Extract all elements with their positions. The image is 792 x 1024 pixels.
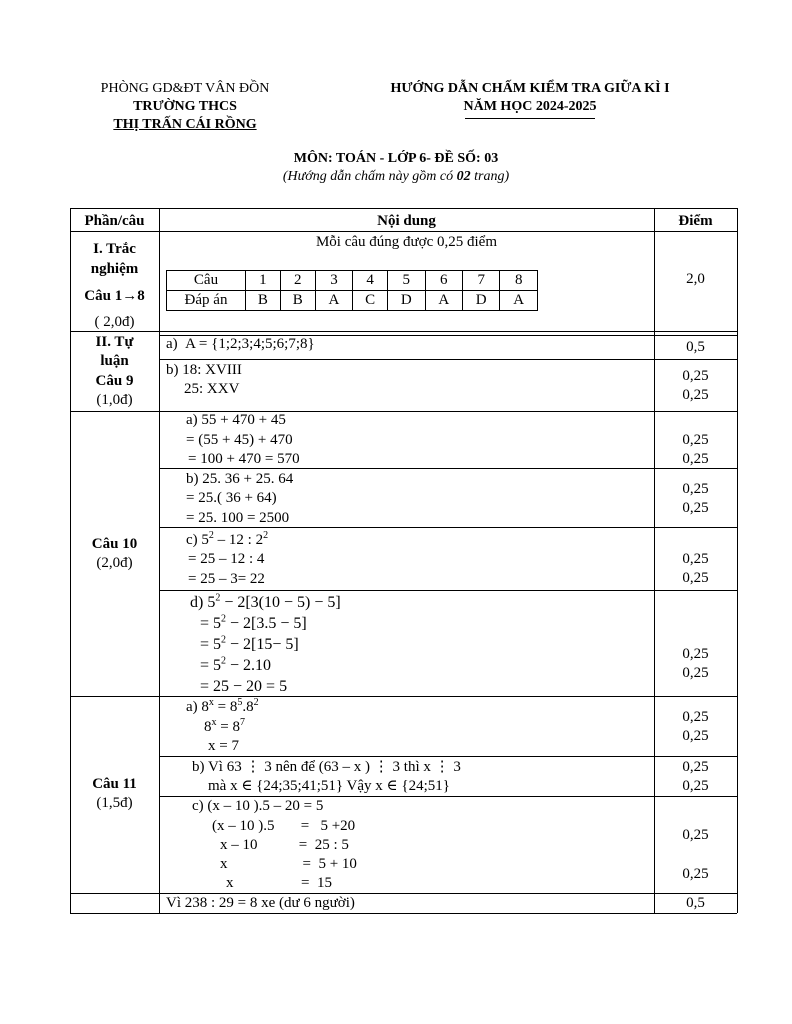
q11c-score: 0,25 [682,827,709,843]
school-year: NĂM HỌC 2024-2025 [463,99,597,114]
header-part: Phần/câu [84,213,145,229]
q11b-score: 0,25 [682,778,709,794]
q9b-line2: 25: XXV [184,381,240,397]
q10b-score: 0,25 [682,500,709,516]
q11b-score: 0,25 [682,759,709,775]
q11a-line: a) $8^x = 8^5.8^2$ [186,697,259,715]
q10a-score: 0,25 [682,451,709,467]
table-header-rule [70,231,737,232]
q9a-score: 0,5 [686,339,705,355]
q9b-score: 0,25 [682,368,709,384]
table-row: Câu 1 2 3 4 5 6 7 8 [167,271,538,291]
header-content: Nội dung [377,213,436,229]
q10d-line: = $5^2 - 2[15- 5]$ [200,634,299,653]
q10d-score: 0,25 [682,665,709,681]
q12-content: Vì 238 : 29 = 8 xe (dư 6 người) [166,895,355,911]
q9a-content: a) A = {1;2;3;4;5;6;7;8} [166,336,315,352]
q11b-line: mà x ∈ {24;35;41;51} Vậy x ∈ {24;51} [208,778,450,794]
part1-intro: Mỗi câu đúng được 0,25 điểm [315,234,498,250]
q9b-line1: b) 18: XVIII [166,362,242,378]
q10d-line: d) $5^2 - 2[3(10 - 5) - 5]$ [190,592,341,611]
q10a-line: a) 55 + 470 + 45 [186,412,286,428]
q10c-score: 0,25 [682,551,709,567]
q10d-line: = 25 − 20 = 5 [200,678,288,695]
department-name: PHÒNG GD&ĐT VÂN ĐỒN [100,81,270,96]
q11c-line: x = 5 + 10 [220,856,357,872]
q11a-score: 0,25 [682,728,709,744]
table-border-top [70,208,737,209]
page-note: (Hướng dẫn chấm này gồm có 02 trang) [282,169,510,184]
subject-line: MÔN: TOÁN - LỚP 6- ĐỀ SỐ: 03 [293,151,499,166]
row-rule [159,359,737,360]
q12-score: 0,5 [686,895,705,911]
q10c-line: = 25 – 12 : 4 [188,551,265,567]
q10a-line: = 100 + 470 = 570 [188,451,300,467]
row-rule [70,696,737,697]
q11a-line: $8^x = 8^7$ [204,717,245,735]
school-town: THỊ TRẤN CÁI RỒNG [113,117,257,132]
q10c-score: 0,25 [682,570,709,586]
q11a-line: x = 7 [208,738,239,754]
q10b-line: = 25.( 36 + 64) [186,490,277,506]
q10c-line: = 25 – 3= 22 [188,571,265,587]
row-rule [70,331,737,332]
q11b-line: b) Vì 63 ⋮ 3 nên để (63 – x ) ⋮ 3 thì x ⋮ 3 [192,759,461,775]
header-score: Điểm [678,213,713,229]
part1-score: 2,0 [686,271,705,287]
q9b-score: 0,25 [682,387,709,403]
q10a-score: 0,25 [682,432,709,448]
table-border-bottom [70,913,737,914]
table-divider-col1 [159,208,160,913]
row-rule [159,756,737,757]
q11c-line: c) (x – 10 ).5 – 20 = 5 [192,798,324,814]
q10b-line: b) 25. 36 + 25. 64 [186,471,294,487]
q10b-line: = 25. 100 = 2500 [186,510,290,526]
q10a-line: = (55 + 45) + 470 [186,432,293,448]
q11c-line: (x – 10 ).5 = 5 +20 [212,818,356,834]
school-name: TRƯỜNG THCS [133,99,237,114]
q10b-score: 0,25 [682,481,709,497]
q11c-line: x – 10 = 25 : 5 [220,837,349,853]
q11c-score: 0,25 [682,866,709,882]
q10c-line: c) $5^2 - 12$ : $2^2$ [186,530,269,548]
q10d-line: = $5^2 - 2.10$ [200,655,272,674]
title-underline [465,118,595,119]
school-department [70,80,300,98]
row-rule [159,590,737,591]
q11a-score: 0,25 [682,709,709,725]
q10d-line: = $5^2 - 2[3.5 - 5]$ [200,613,307,632]
table-border-right [737,208,738,913]
answer-key-table [166,270,538,311]
q10d-score: 0,25 [682,646,709,662]
q11c-line: x = 15 [226,875,332,891]
table-row: Đáp án B B A C D A D A [167,291,538,311]
row-rule [70,411,737,412]
doc-title: HƯỚNG DẪN CHẤM KIỂM TRA GIỮA KÌ I [390,81,670,96]
